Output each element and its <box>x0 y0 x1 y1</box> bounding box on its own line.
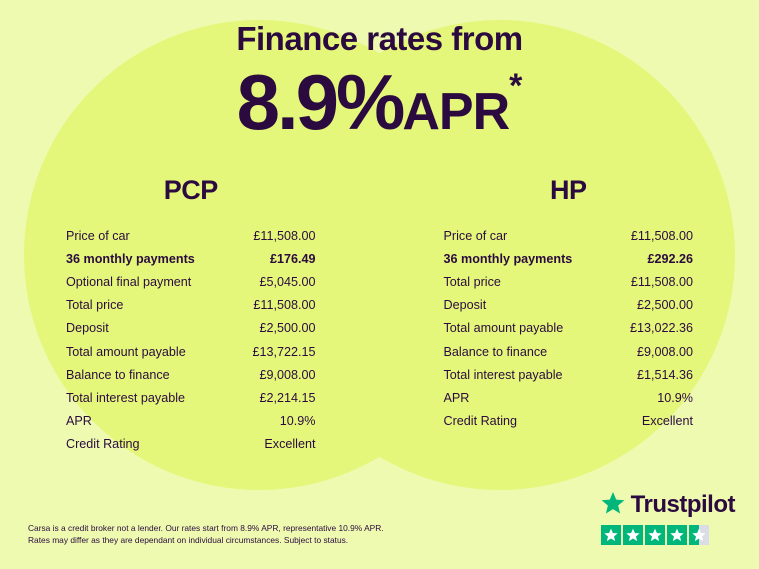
row-label: Total interest payable <box>443 367 563 382</box>
table-row <box>444 247 694 270</box>
table-row <box>444 340 694 363</box>
trustpilot-star-box <box>645 525 665 545</box>
row-label: Price of car <box>66 228 130 243</box>
disclaimer-text <box>28 522 384 547</box>
trustpilot-star-icon <box>601 491 625 520</box>
row-label: Deposit <box>66 321 109 336</box>
hp-rows <box>444 224 694 433</box>
trustpilot-badge <box>601 490 735 545</box>
row-label: Total interest payable <box>66 390 186 405</box>
row-value: £13,722.15 <box>252 344 316 359</box>
table-row <box>444 224 694 247</box>
row-value: £11,508.00 <box>253 298 316 313</box>
row-label: Total price <box>66 298 124 313</box>
trustpilot-star-box-half <box>689 525 709 545</box>
row-label: APR <box>66 414 92 429</box>
row-label: Credit Rating <box>443 414 517 429</box>
row-label: Deposit <box>443 298 487 313</box>
finance-comparison-columns <box>0 175 759 456</box>
row-value: £5,045.00 <box>259 274 316 289</box>
table-row <box>66 294 316 317</box>
row-value: Excellent <box>264 437 316 452</box>
rate-apr-label: APR <box>402 83 510 141</box>
row-label: Total amount payable <box>66 344 186 359</box>
row-label: Optional final payment <box>66 274 192 289</box>
hp-column-title: HP <box>549 175 587 205</box>
row-value: £9,008.00 <box>259 367 316 382</box>
table-row <box>66 386 316 409</box>
headline-rate <box>0 58 759 146</box>
trustpilot-star-box <box>601 525 621 545</box>
trustpilot-label: Trustpilot <box>630 490 735 518</box>
row-value: 10.9% <box>279 414 316 429</box>
row-value: £11,508.00 <box>630 274 693 289</box>
table-row <box>66 270 316 293</box>
row-label: Price of car <box>443 228 508 243</box>
row-label: Credit Rating <box>66 437 140 452</box>
trustpilot-rating-stars <box>601 525 735 545</box>
row-value: £1,514.36 <box>636 367 693 382</box>
pcp-column-title: PCP <box>163 175 218 205</box>
pcp-column <box>0 175 380 456</box>
row-value: £176.49 <box>269 251 316 266</box>
row-value: £2,500.00 <box>259 321 316 336</box>
row-label: 36 monthly payments <box>66 251 195 266</box>
table-row <box>444 270 694 293</box>
row-value: £2,500.00 <box>636 298 693 313</box>
row-label: Total price <box>443 274 501 289</box>
table-row <box>66 433 316 456</box>
row-value: £13,022.36 <box>629 321 693 336</box>
table-row <box>66 224 316 247</box>
row-value: £9,008.00 <box>636 344 693 359</box>
table-row <box>66 363 316 386</box>
table-row <box>444 294 694 317</box>
table-row <box>444 317 694 340</box>
table-row <box>66 247 316 270</box>
table-row <box>66 340 316 363</box>
row-value: Excellent <box>641 414 693 429</box>
table-row <box>444 386 694 409</box>
row-label: Balance to finance <box>443 344 548 359</box>
row-value: £2,214.15 <box>259 390 316 405</box>
pcp-rows <box>66 224 316 456</box>
table-row <box>66 317 316 340</box>
table-row <box>444 410 694 433</box>
row-label: APR <box>443 390 470 405</box>
trustpilot-star-box <box>623 525 643 545</box>
trustpilot-wordmark-row <box>601 490 735 519</box>
row-value: £11,508.00 <box>253 228 316 243</box>
trustpilot-star-box <box>667 525 687 545</box>
table-row <box>444 363 694 386</box>
table-row <box>66 410 316 433</box>
disclaimer-line-2: Rates may differ as they are dependant on individual circumstances. Subject to status. <box>28 535 349 546</box>
rate-asterisk: * <box>509 67 523 105</box>
rate-number: 8.9% <box>236 58 403 146</box>
page-title: Finance rates from <box>236 20 523 57</box>
row-label: 36 monthly payments <box>443 251 573 266</box>
disclaimer-line-1: Carsa is a credit broker not a lender. Our rates start from 8.9% APR, representative 10.9% APR. <box>28 522 384 533</box>
hp-column <box>380 175 759 456</box>
row-value: £11,508.00 <box>630 228 693 243</box>
row-label: Balance to finance <box>66 367 170 382</box>
row-value: 10.9% <box>657 390 693 405</box>
row-value: £292.26 <box>647 251 693 266</box>
row-label: Total amount payable <box>443 321 564 336</box>
